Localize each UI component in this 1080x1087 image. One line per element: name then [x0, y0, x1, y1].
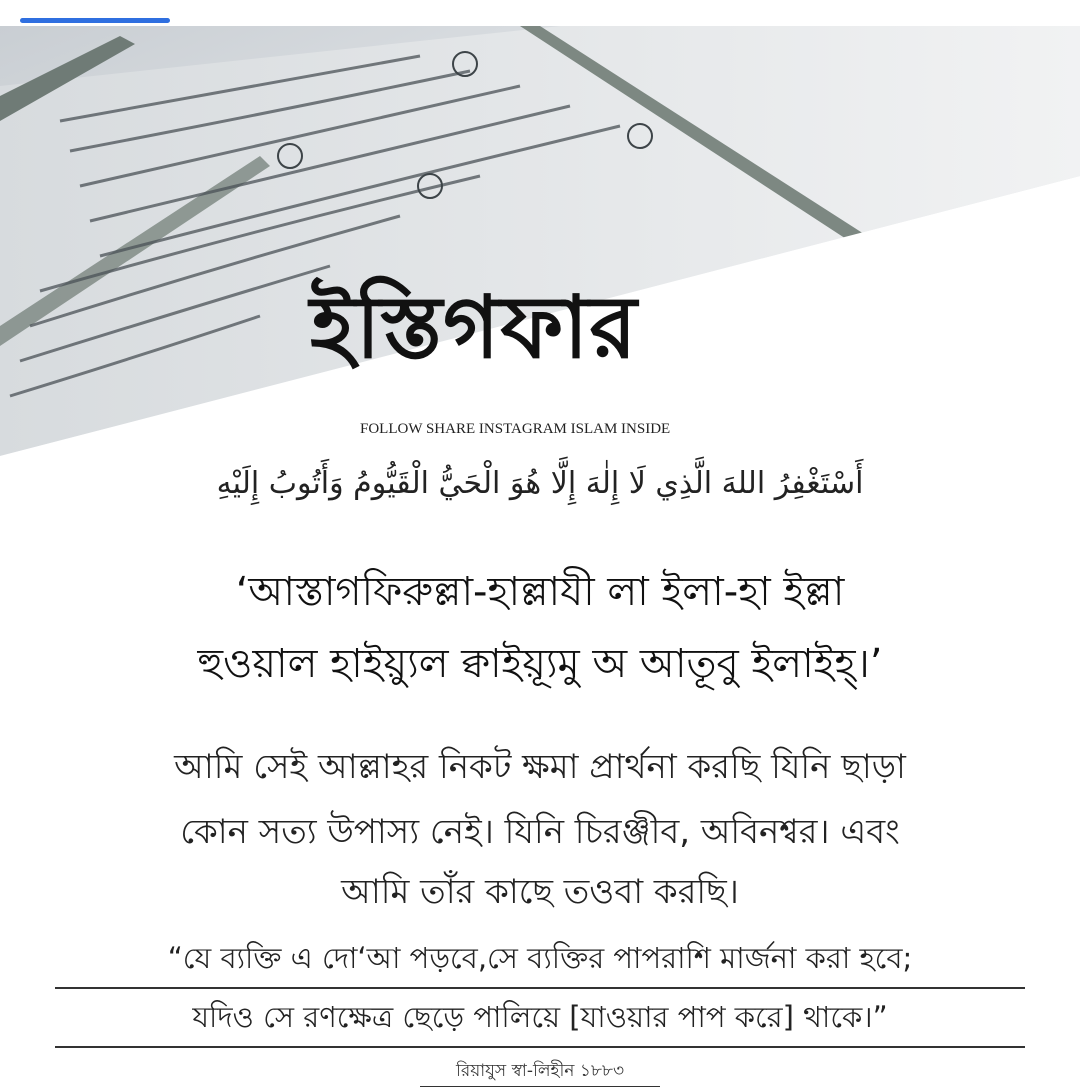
meaning-line-1: আমি সেই আল্লাহর নিকট ক্ষমা প্রার্থনা করছি যিনি ছাড়া: [174, 747, 906, 787]
meaning-line-2: কোন সত্য উপাস্য নেই। যিনি চিরঞ্জীব, অবিনশ্বর। এবং: [180, 812, 900, 852]
meaning-line-3: আমি তাঁর কাছে তওবা করছি।: [341, 872, 739, 912]
hadith-line-1: “যে ব্যক্তি এ দো‘আ পড়বে,সে ব্যক্তির পাপরাশি মার্জনা করা হবে;: [55, 936, 1025, 989]
page-title: ইস্তিগফার: [310, 278, 638, 378]
transliteration-line-1: ‘আস্তাগফিরুল্লা-হাল্লাযী লা ইলা-হা ইল্লা: [235, 569, 845, 615]
hadith-source: রিয়াযুস স্বা-লিহীন ১৮৮৩: [420, 1058, 660, 1087]
transliteration-line-2: হুওয়াল হাইয়্যুল ক্বাইয়্যূমু অ আতূবু ইলাইহ্।’: [197, 641, 883, 687]
arabic-dua: أَسْتَغْفِرُ اللهَ الَّذِي لَا إِلٰهَ إِلَّا هُوَ الْحَيُّ الْقَيُّومُ وَأَتُوبُ إِلَيْهِ: [216, 466, 864, 501]
progress-indicator: [20, 18, 170, 23]
follow-subtitle: FOLLOW SHARE INSTAGRAM ISLAM INSIDE: [360, 421, 671, 437]
hadith-line-2: যদিও সে রণক্ষেত্র ছেড়ে পালিয়ে [যাওয়ার পাপ করে] থাকে।”: [55, 995, 1025, 1048]
top-bar: [0, 0, 1080, 26]
